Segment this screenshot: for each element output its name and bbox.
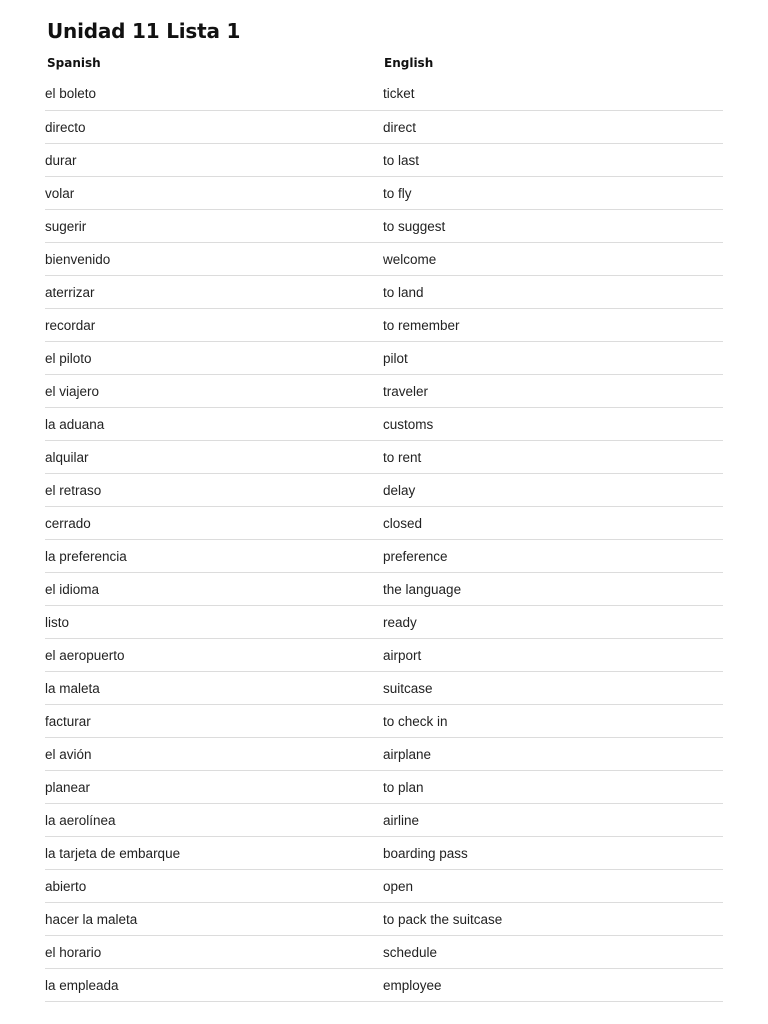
table-row — [45, 738, 723, 771]
cell-english: delay — [383, 474, 723, 507]
cell-spanish: la preferencia — [45, 540, 383, 573]
table-row — [45, 903, 723, 936]
cell-spanish: el idioma — [45, 573, 383, 606]
cell-spanish: planear — [45, 771, 383, 804]
cell-spanish: la empleada — [45, 969, 383, 1002]
cell-english: customs — [383, 408, 723, 441]
cell-english: ready — [383, 606, 723, 639]
cell-english: closed — [383, 507, 723, 540]
cell-english: preference — [383, 540, 723, 573]
table-row — [45, 870, 723, 903]
table-row — [45, 408, 723, 441]
table-row — [45, 705, 723, 738]
table-row — [45, 771, 723, 804]
table-row — [45, 507, 723, 540]
cell-spanish: el boleto — [45, 76, 383, 111]
cell-english: to remember — [383, 309, 723, 342]
table-row — [45, 375, 723, 408]
cell-english: to last — [383, 144, 723, 177]
table-header-row — [45, 49, 723, 76]
table-row — [45, 672, 723, 705]
table-row — [45, 804, 723, 837]
table-row — [45, 309, 723, 342]
cell-english: to rent — [383, 441, 723, 474]
cell-spanish: la aduana — [45, 408, 383, 441]
cell-spanish: el aeropuerto — [45, 639, 383, 672]
table-row — [45, 276, 723, 309]
cell-spanish: durar — [45, 144, 383, 177]
cell-spanish: el viajero — [45, 375, 383, 408]
cell-english: direct — [383, 111, 723, 144]
cell-english: the language — [383, 573, 723, 606]
table-row — [45, 76, 723, 111]
page-title: Unidad 11 Lista 1 — [47, 19, 241, 43]
table-row — [45, 837, 723, 870]
cell-english: boarding pass — [383, 837, 723, 870]
table-row — [45, 573, 723, 606]
table-row — [45, 210, 723, 243]
cell-spanish: abierto — [45, 870, 383, 903]
table-row — [45, 936, 723, 969]
cell-english: pilot — [383, 342, 723, 375]
cell-spanish: la aerolínea — [45, 804, 383, 837]
table-row — [45, 639, 723, 672]
cell-english: to fly — [383, 177, 723, 210]
cell-spanish: volar — [45, 177, 383, 210]
column-header-spanish: Spanish — [47, 55, 101, 70]
cell-english: open — [383, 870, 723, 903]
cell-english: schedule — [383, 936, 723, 969]
cell-english: airplane — [383, 738, 723, 771]
table-row — [45, 474, 723, 507]
table-row — [45, 177, 723, 210]
cell-english: suitcase — [383, 672, 723, 705]
cell-spanish: facturar — [45, 705, 383, 738]
cell-spanish: sugerir — [45, 210, 383, 243]
cell-english: to check in — [383, 705, 723, 738]
cell-spanish: recordar — [45, 309, 383, 342]
cell-english: airline — [383, 804, 723, 837]
cell-spanish: la tarjeta de embarque — [45, 837, 383, 870]
cell-english: airport — [383, 639, 723, 672]
cell-spanish: hacer la maleta — [45, 903, 383, 936]
cell-spanish: el horario — [45, 936, 383, 969]
cell-spanish: el retraso — [45, 474, 383, 507]
cell-spanish: el piloto — [45, 342, 383, 375]
table-body — [45, 76, 723, 1002]
cell-spanish: cerrado — [45, 507, 383, 540]
table-row — [45, 606, 723, 639]
cell-english: to plan — [383, 771, 723, 804]
table-row — [45, 243, 723, 276]
cell-spanish: aterrizar — [45, 276, 383, 309]
cell-spanish: el avión — [45, 738, 383, 771]
cell-spanish: listo — [45, 606, 383, 639]
cell-spanish: directo — [45, 111, 383, 144]
cell-english: employee — [383, 969, 723, 1002]
cell-english: ticket — [383, 76, 723, 111]
cell-spanish: bienvenido — [45, 243, 383, 276]
cell-english: to suggest — [383, 210, 723, 243]
cell-spanish: alquilar — [45, 441, 383, 474]
cell-english: traveler — [383, 375, 723, 408]
table-row — [45, 144, 723, 177]
table-row — [45, 111, 723, 144]
cell-english: to pack the suitcase — [383, 903, 723, 936]
cell-spanish: la maleta — [45, 672, 383, 705]
vocabulary-table — [45, 49, 723, 1002]
table-row — [45, 441, 723, 474]
table-row — [45, 540, 723, 573]
column-header-english: English — [384, 55, 434, 70]
cell-english: welcome — [383, 243, 723, 276]
table-row — [45, 342, 723, 375]
cell-english: to land — [383, 276, 723, 309]
table-row — [45, 969, 723, 1002]
